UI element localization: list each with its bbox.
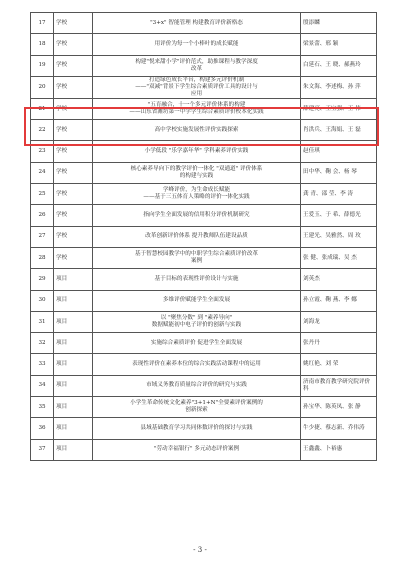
page-number: - 3 -: [193, 546, 207, 554]
table-row: [31, 269, 377, 290]
row-type: 项目: [54, 311, 93, 332]
title-line: 指向学生全面发展的信用积分评价机制研究: [143, 212, 250, 219]
title-line: 核心素养导向下的教学评价一体化 "双通道" 评价体系: [130, 165, 263, 172]
row-people: 王鑫鑫、卜裕惠: [301, 439, 377, 460]
row-number: 33: [31, 354, 54, 375]
title-line: 实施综合素质评价 促进学生全面发展: [150, 339, 243, 346]
row-people: 孙立霞、鞠 燕、李 娜: [301, 290, 377, 311]
title-line: 的构建与实践: [179, 172, 214, 179]
row-number: 27: [31, 226, 54, 247]
table-row: [31, 226, 377, 247]
title-line: 用评价为每一个小棒叶的成长赋能: [154, 40, 239, 47]
table-row: [31, 311, 377, 332]
title-line: 打造绿色成长平台，构建多元评价机制: [148, 76, 245, 83]
row-type: 学校: [54, 98, 93, 119]
table-row: [31, 439, 377, 460]
title-line: ——山东省潍坊第一中学学生综合素质评价校本化实践: [129, 109, 264, 116]
row-people: 张 健、张成瑞、吴 杰: [301, 247, 377, 268]
row-people: 刘英杰: [301, 269, 377, 290]
row-people: 姚红艳、刘 荣: [301, 354, 377, 375]
title-line: 市域义务教育质量综合评价的研究与实践: [146, 382, 247, 389]
title-line: 高中学校实施发展性评价实践探索: [154, 126, 239, 133]
table-row: [31, 141, 377, 162]
row-title: [93, 333, 301, 354]
table-row: [31, 184, 377, 205]
row-number: 23: [31, 141, 54, 162]
title-line: "3+x" 智能管理 构建教育评价新格态: [150, 19, 243, 26]
table-row: [31, 375, 377, 396]
row-type: 项目: [54, 397, 93, 418]
row-type: 学校: [54, 247, 93, 268]
title-line: 多维评价赋能学生全面发展: [162, 297, 231, 304]
table-row: [31, 55, 377, 76]
row-number: 24: [31, 162, 54, 183]
row-type: 学校: [54, 205, 93, 226]
table-row: [31, 162, 377, 183]
title-line: 基于智慧校园教学中的中职学生综合素质评价改革: [134, 251, 259, 258]
row-people: 牛少捷、蔡志新、乔伟涛: [301, 418, 377, 439]
table-row: [31, 354, 377, 375]
row-title: [93, 205, 301, 226]
award-list-table: [30, 12, 377, 461]
table-row: [31, 13, 377, 34]
title-line: 基于目标的表现性评价设计与实施: [154, 275, 239, 282]
row-title: [93, 55, 301, 76]
row-type: 学校: [54, 34, 93, 55]
row-people: 济南市教育教学研究院评价科: [301, 375, 377, 396]
table-row: [31, 120, 377, 141]
row-number: 36: [31, 418, 54, 439]
row-title: [93, 226, 301, 247]
row-title: [93, 397, 301, 418]
row-people: 孙宝华、陈英凤、张 静: [301, 397, 377, 418]
title-line: 应用: [190, 90, 203, 97]
row-people: 龚 青、邵 莹、李 涛: [301, 184, 377, 205]
title-line: ——基于三五体育人策略的评价一体化实践: [143, 194, 250, 201]
row-type: 学校: [54, 141, 93, 162]
row-type: 学校: [54, 76, 93, 98]
title-line: ——"双减"背景下学生综合素质评价工具的设计与: [135, 83, 258, 90]
row-type: 项目: [54, 333, 93, 354]
title-line: 小学生革命传统文化素养"3+1+N"全要素评价案例的: [130, 400, 263, 407]
row-people: 白延石、王 晓、郝燕玲: [301, 55, 377, 76]
row-title: [93, 354, 301, 375]
title-line: 县域基础教育学习共同体数评价的探讨与实践: [140, 424, 253, 431]
row-people: 梁景蕾、邢 颖: [301, 34, 377, 55]
title-line: 创新探索: [185, 407, 208, 414]
row-title: [93, 120, 301, 141]
row-people: 王爱玉、于 希、薛德光: [301, 205, 377, 226]
row-people: 王建光、吴雅然、周 玫: [301, 226, 377, 247]
row-number: 32: [31, 333, 54, 354]
title-line: 改革: [190, 65, 203, 72]
table-row: [31, 247, 377, 268]
row-number: 35: [31, 397, 54, 418]
table-row: [31, 76, 377, 98]
row-title: [93, 418, 301, 439]
title-line: 改革创新评价体系 提升教师队伍建设品质: [145, 233, 248, 240]
row-people: 朱文海、李述梅、孙 萍: [301, 76, 377, 98]
table-row: [31, 418, 377, 439]
row-people: 田中华、鞠 会、杨 琴: [301, 162, 377, 183]
title-line: 学峰评价，为生命成长赋能: [162, 187, 231, 194]
title-line: "劳动幸福银行" 多元动态评价案例: [153, 446, 240, 453]
row-number: 22: [31, 120, 54, 141]
row-number: 19: [31, 55, 54, 76]
row-people: 张丹丹: [301, 333, 377, 354]
row-type: 项目: [54, 290, 93, 311]
table-row: [31, 98, 377, 119]
row-type: 学校: [54, 120, 93, 141]
row-number: 17: [31, 13, 54, 34]
row-title: [93, 13, 301, 34]
row-people: 殷添麟: [301, 13, 377, 34]
table-row: [31, 34, 377, 55]
row-people: 赵佳琪: [301, 141, 377, 162]
row-number: 20: [31, 76, 54, 98]
title-line: "五育融合，十一个多元评价体系的构建: [147, 102, 246, 109]
row-type: 项目: [54, 375, 93, 396]
row-type: 学校: [54, 226, 93, 247]
row-type: 学校: [54, 162, 93, 183]
row-people: 刘海龙: [301, 311, 377, 332]
row-number: 30: [31, 290, 54, 311]
row-number: 37: [31, 439, 54, 460]
row-title: [93, 311, 301, 332]
row-number: 31: [31, 311, 54, 332]
row-title: [93, 269, 301, 290]
title-line: 表现性评价在素养本位的综合实践活动课程中的运用: [132, 361, 261, 368]
title-line: 以 "聚焦分数" 到 "素养导向": [160, 315, 233, 321]
row-type: 项目: [54, 269, 93, 290]
row-title: [93, 141, 301, 162]
row-type: 项目: [54, 439, 93, 460]
row-title: [93, 247, 301, 268]
row-title: [93, 439, 301, 460]
row-title: [93, 34, 301, 55]
row-number: 29: [31, 269, 54, 290]
table-row: [31, 333, 377, 354]
row-number: 18: [31, 34, 54, 55]
row-title: [93, 162, 301, 183]
title-line: 小学低段 "乐学嘉年华" 学科素养评价实践: [144, 148, 249, 155]
row-number: 25: [31, 184, 54, 205]
row-type: 项目: [54, 354, 93, 375]
row-number: 34: [31, 375, 54, 396]
row-type: 项目: [54, 418, 93, 439]
table-row: [31, 205, 377, 226]
row-title: [93, 76, 301, 98]
table-row: [31, 290, 377, 311]
title-line: 案例: [190, 258, 203, 265]
title-line: 数据赋能初中电子评价的创新与实践: [151, 322, 242, 328]
row-title: [93, 375, 301, 396]
row-number: 21: [31, 98, 54, 119]
row-title: [93, 98, 301, 119]
title-line: 构建"悦来甜小学"评价范式，助推课程与教学深度: [135, 58, 258, 65]
row-number: 28: [31, 247, 54, 268]
row-type: 学校: [54, 55, 93, 76]
table-row: [31, 397, 377, 418]
row-people: 肖洪兵、王海娟、王 磊: [301, 120, 377, 141]
row-type: 学校: [54, 184, 93, 205]
row-type: 学校: [54, 13, 93, 34]
row-number: 26: [31, 205, 54, 226]
table-body: [31, 13, 377, 461]
row-title: [93, 184, 301, 205]
row-people: 薛建亮、王宝强、王 伟: [301, 98, 377, 119]
row-title: [93, 290, 301, 311]
